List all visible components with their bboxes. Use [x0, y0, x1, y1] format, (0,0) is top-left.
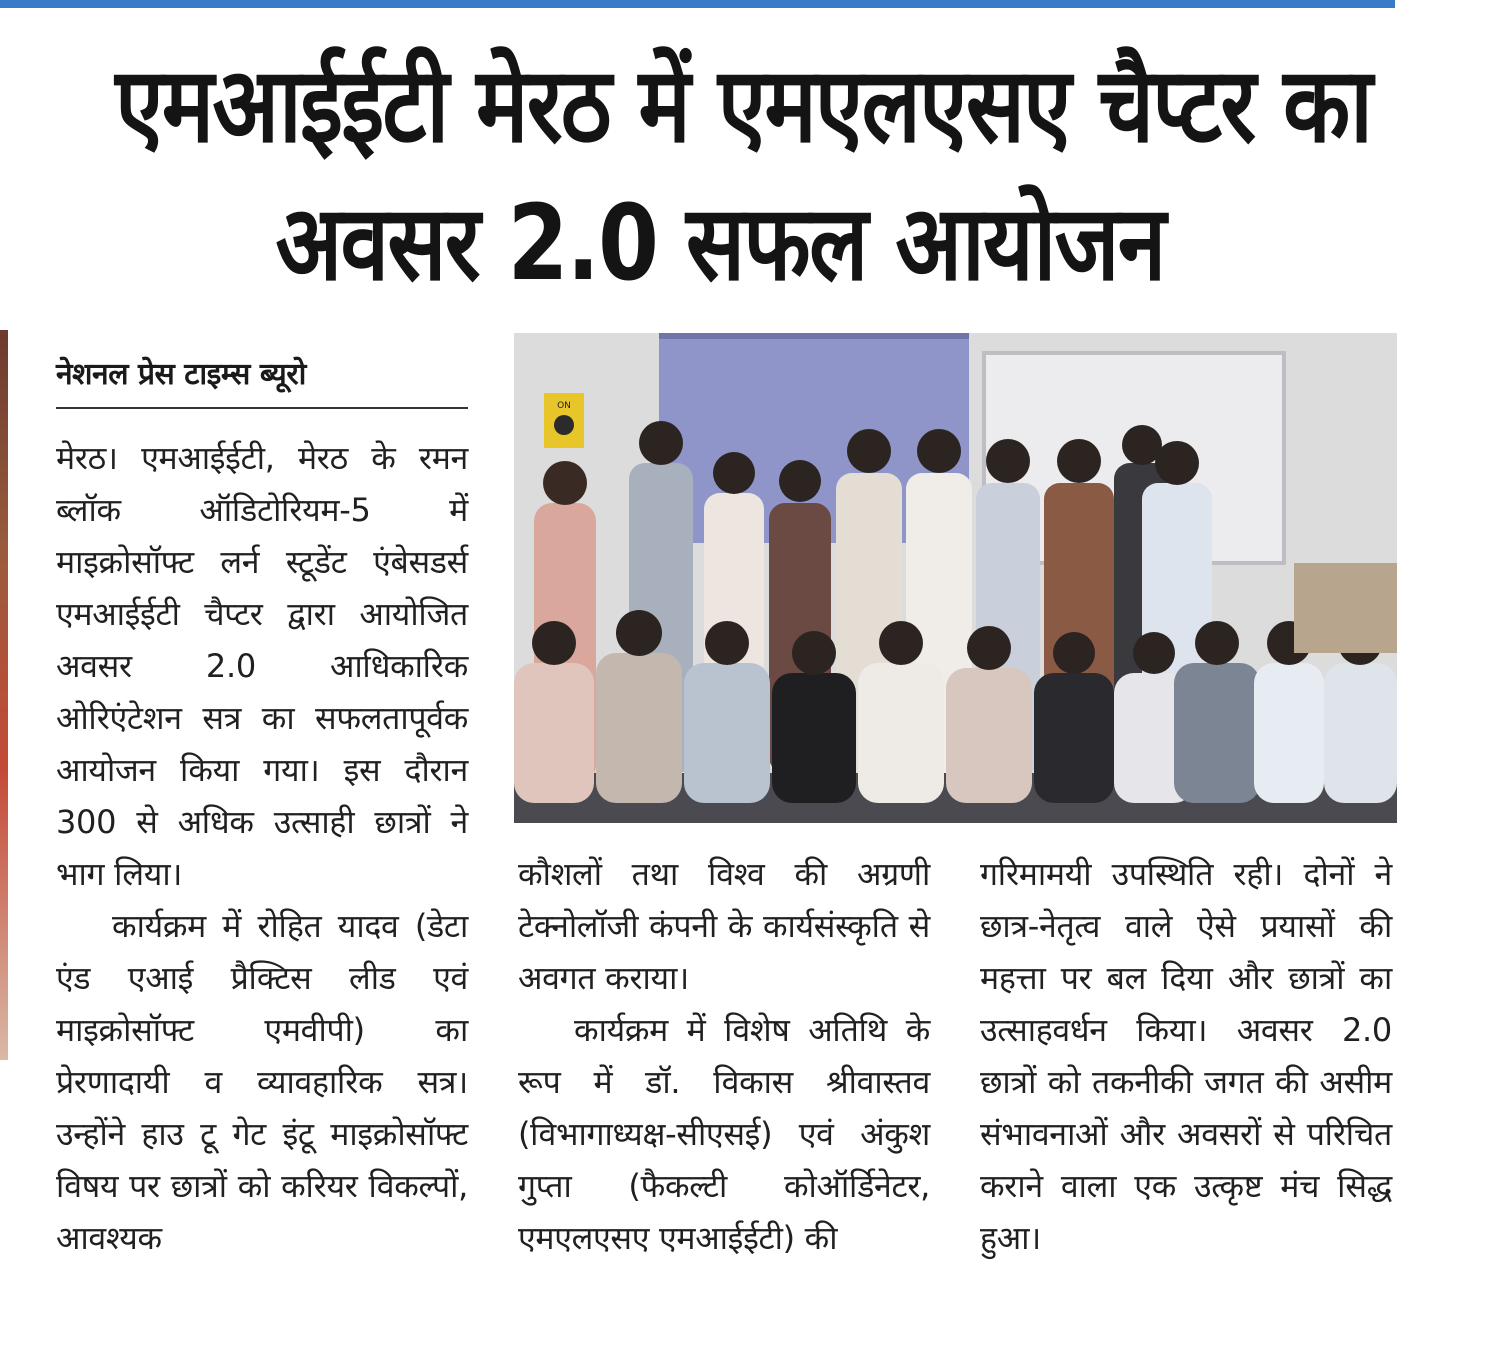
- headline-line-2: अवसर 2.0 सफल आयोजन: [275, 182, 1165, 304]
- paragraph: कार्यक्रम में रोहित यादव (डेटा एंड एआई प्रैक्टिस लीड एवं माइक्रोसॉफ्ट एमवीपी) का प्रेरणादायी व व्यावहारिक सत्र। उन्होंने हाउ टू गेट इंटू माइक्रोसॉफ्ट विषय पर छात्रों को करियर विकल्पों, आवश्यक: [56, 907, 468, 1257]
- wall-sign-text: ON: [557, 401, 571, 411]
- paragraph: कार्यक्रम में विशेष अतिथि के रूप में डॉ. विकास श्रीवास्तव (विभागाध्यक्ष-सीएसई) एवं अंकुश गुप्ता (फैकल्टी कोऑर्डिनेटर, एमएलएसए एमआईईटी) की: [518, 1011, 930, 1257]
- group-photo-illustration: [514, 333, 1397, 823]
- paragraph: कौशलों तथा विश्व की अग्रणी टेक्नोलॉजी कंपनी के कार्यसंस्कृति से अवगत कराया।: [518, 855, 930, 997]
- article-column-3: [980, 848, 1392, 1264]
- group-photo: [514, 333, 1397, 823]
- article-column-1: [56, 432, 468, 1264]
- side-table: [1294, 563, 1397, 653]
- headline-line-1: एमआईईटी मेरठ में एमएलएसए चैप्टर का: [115, 44, 1372, 166]
- byline: नेशनल प्रेस टाइम्स ब्यूरो: [56, 352, 468, 409]
- adjacent-article-edge: [0, 330, 8, 1060]
- top-color-rule: [0, 0, 1395, 8]
- headline: [115, 36, 1372, 312]
- paragraph: मेरठ। एमआईईटी, मेरठ के रमन ब्लॉक ऑडिटोरियम-5 में माइक्रोसॉफ्ट लर्न स्टूडेंट एंबेसडर्स एमआईईटी चैप्टर द्वारा आयोजित अवसर 2.0 आधिकारिक ओरिएंटेशन सत्र का सफलतापूर्वक आयोजन किया गया। इस दौरान 300 से अधिक उत्साही छात्रों ने भाग लिया।: [56, 439, 468, 893]
- paragraph: गरिमामयी उपस्थिति रही। दोनों ने छात्र-नेतृत्व वाले ऐसे प्रयासों की महत्ता पर बल दिया और छात्रों का उत्साहवर्धन किया। अवसर 2.0 छात्रों को तकनीकी जगत की असीम संभावनाओं और अवसरों से परिचित कराने वाला एक उत्कृष्ट मंच सिद्ध हुआ।: [980, 855, 1392, 1257]
- article-column-2: [518, 848, 930, 1264]
